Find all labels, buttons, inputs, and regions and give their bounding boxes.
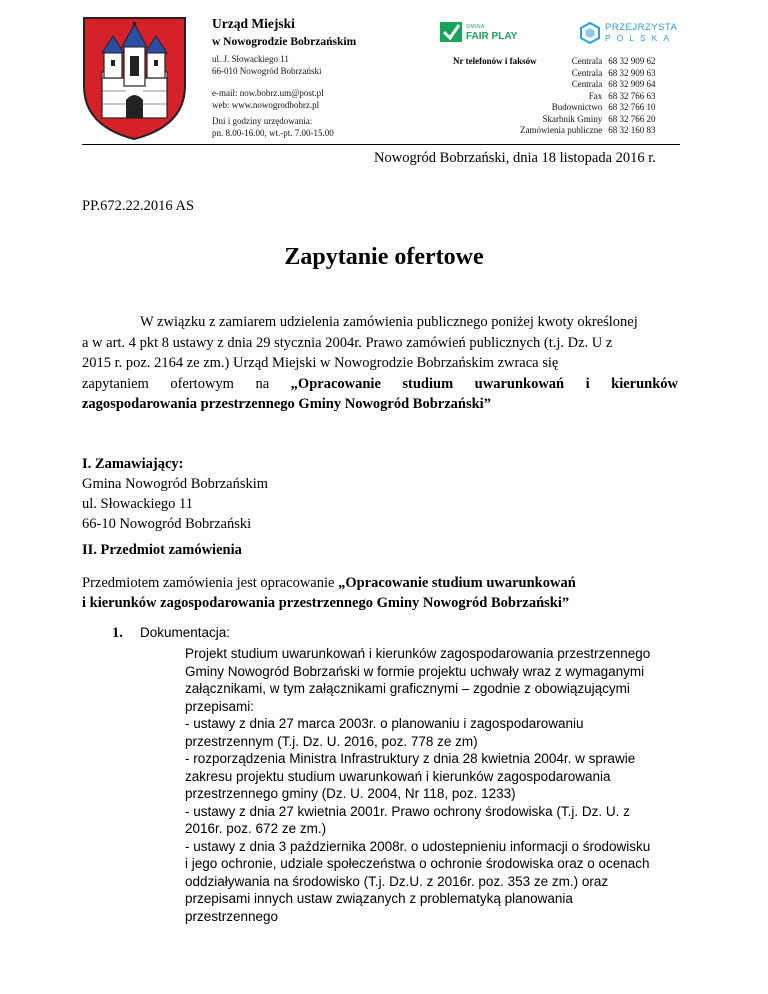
- intro-line: a w art. 4 pkt 8 ustawy z dnia 29 stycznia 2004r. Prawo zamówień publicznych (t.j. Dz. U z: [82, 334, 613, 351]
- intro-line: zapytaniem ofertowym na „Opracowanie studium uwarunkowań i kierunków: [82, 375, 679, 392]
- przejrzysta-polska-logo: [580, 22, 677, 44]
- phone-number: 68 32 766 63: [608, 90, 656, 101]
- phone-labels: [520, 56, 602, 137]
- phone-label: Centrala: [571, 79, 603, 89]
- doc-line: - ustawy z dnia 3 października 2008r. o udostepnieniu informacji o środowisku: [185, 838, 651, 854]
- doc-line: załącznikami, w tym załącznikami graficznymi – zgodnie z obowiązującymi: [185, 681, 630, 696]
- subject-line: Przedmiotem zamówienia jest opracowanie „Opracowanie studium uwarunkowań: [82, 575, 576, 591]
- doc-line: oddziaływania na środowisko (T.j. Dz.U. z 2016r. poz. 353 ze zm.) oraz: [185, 873, 609, 889]
- hours-value: pn. 8.00-16.00, wt.-pt. 7.00-15.00: [212, 127, 334, 138]
- phone-list: [520, 56, 655, 137]
- section-heading: I. Zamawiający:: [82, 456, 184, 472]
- phone-number: 68 32 909 62: [608, 56, 656, 66]
- fair-play-logo: [440, 22, 517, 42]
- intro-line: W związku z zamiarem udzielenia zamówienia publicznego poniżej kwoty określonej: [140, 314, 638, 330]
- hexagon-icon: [580, 22, 600, 44]
- phone-number: 68 32 766 20: [608, 113, 656, 124]
- phone-label: Zamówienia publiczne: [520, 125, 603, 135]
- section-przedmiot-heading: [82, 540, 242, 560]
- doc-line: - ustawy z dnia 27 marca 2003r. o planowaniu i zagospodarowaniu: [185, 716, 584, 731]
- coat-of-arms-logo: [82, 16, 187, 141]
- org-contact: [212, 88, 324, 111]
- address-line: ul. Słowackiego 11: [82, 496, 194, 512]
- doc-line: zakresu projektu studium uwarunkowań i kierunków zagospodarowania: [185, 768, 611, 784]
- office-hours: [212, 116, 334, 139]
- phone-label: Fax: [588, 90, 603, 101]
- documentation-item: [112, 625, 230, 642]
- doc-line: przestrzennego gminy (Dz. U. 2004, Nr 118, poz. 1233): [185, 786, 516, 801]
- phone-numbers: [608, 56, 655, 137]
- phones-title: Nr telefonów i faksów: [453, 56, 537, 66]
- phone-number: 68 32 909 64: [608, 79, 656, 89]
- phone-number: 68 32 160 83: [608, 125, 656, 135]
- address-line: 66-10 Nowogród Bobrzański: [82, 516, 252, 532]
- doc-line: - ustawy z dnia 27 kwietnia 2001r. Prawo ochrony środowiska (T.j. Dz. U. z: [185, 803, 630, 819]
- fair-play-small-text: GMINA: [466, 24, 485, 30]
- phone-label: Centrala: [571, 56, 603, 66]
- letter-date: Nowogród Bobrzański, dnia 18 listopada 2016 r.: [374, 150, 656, 166]
- address-line: ul. J. Słowackiego 11: [212, 54, 289, 64]
- doc-line: przestrzennego: [185, 908, 279, 924]
- doc-line: przepisami:: [185, 698, 255, 714]
- polska-text: POLSKA: [605, 33, 676, 43]
- header-divider: [82, 144, 680, 145]
- web-line: web: www.nowogrodbobrz.pl: [212, 99, 320, 110]
- doc-line: przepisami innych ustaw związanych z problematyką planowania: [185, 891, 573, 906]
- doc-line: Projekt studium uwarunkowań i kierunków zagospodarowania przestrzennego: [185, 646, 651, 661]
- fair-play-check-icon: [440, 22, 462, 42]
- doc-line: 2016r. poz. 672 ze zm.): [185, 821, 327, 836]
- org-subtitle: w Nowogrodzie Bobrzańskim: [212, 36, 357, 48]
- phone-number: 68 32 909 63: [608, 67, 656, 78]
- item-number: 1.: [112, 625, 123, 641]
- reference-number: PP.672.22.2016 AS: [82, 198, 195, 214]
- intro-line: 2015 r. poz. 2164 ze zm.) Urząd Miejski w Nowogrodzie Bobrzańskim zwraca się: [82, 355, 559, 371]
- documentation-body: [185, 645, 685, 925]
- address-line: 66-010 Nowogród Bobrzański: [212, 65, 322, 76]
- hours-label: Dni i godziny urzędowania:: [212, 116, 313, 126]
- section-heading: II. Przedmiot zamówienia: [82, 542, 242, 558]
- section-przedmiot-text: [82, 573, 576, 613]
- document-title: Zapytanie ofertowe: [284, 244, 484, 270]
- intro-line: zagospodarowania przestrzennego Gminy Nowogród Bobrzański”: [82, 396, 491, 412]
- intro-paragraph: [82, 312, 678, 415]
- phone-number: 68 32 766 10: [608, 102, 656, 112]
- address-line: Gmina Nowogród Bobrzańskim: [82, 476, 269, 492]
- org-name: Urząd Miejski: [212, 16, 295, 31]
- doc-line: Gminy Nowogród Bobrzański w formie projektu uchwały wraz z wymaganymi: [185, 663, 645, 679]
- przejrzysta-text: PRZEJRZYSTA: [605, 22, 678, 33]
- item-label: Dokumentacja:: [140, 625, 231, 640]
- phone-label: Budownictwo: [551, 102, 603, 112]
- subject-line: i kierunków zagospodarowania przestrzennego Gminy Nowogród Bobrzański”: [82, 595, 570, 611]
- phone-label: Centrala: [571, 67, 603, 78]
- doc-line: i jego ochronie, udziale społeczeństwa o ochronie środowiska oraz o ocenach: [185, 856, 650, 871]
- email-line: e-mail: now.bobrz.um@post.pl: [212, 88, 324, 98]
- org-address: [212, 54, 322, 77]
- phone-label: Skarbnik Gminy: [542, 113, 603, 124]
- doc-line: przestrzennym (T.j. Dz. U. 2016, poz. 778 ze zm): [185, 733, 478, 749]
- fair-play-text: FAIR PLAY: [466, 31, 518, 42]
- section-zamawiajacy: [82, 454, 268, 534]
- doc-line: - rozporządzenia Ministra Infrastruktury z dnia 28 kwietnia 2004r. w sprawie: [185, 751, 636, 766]
